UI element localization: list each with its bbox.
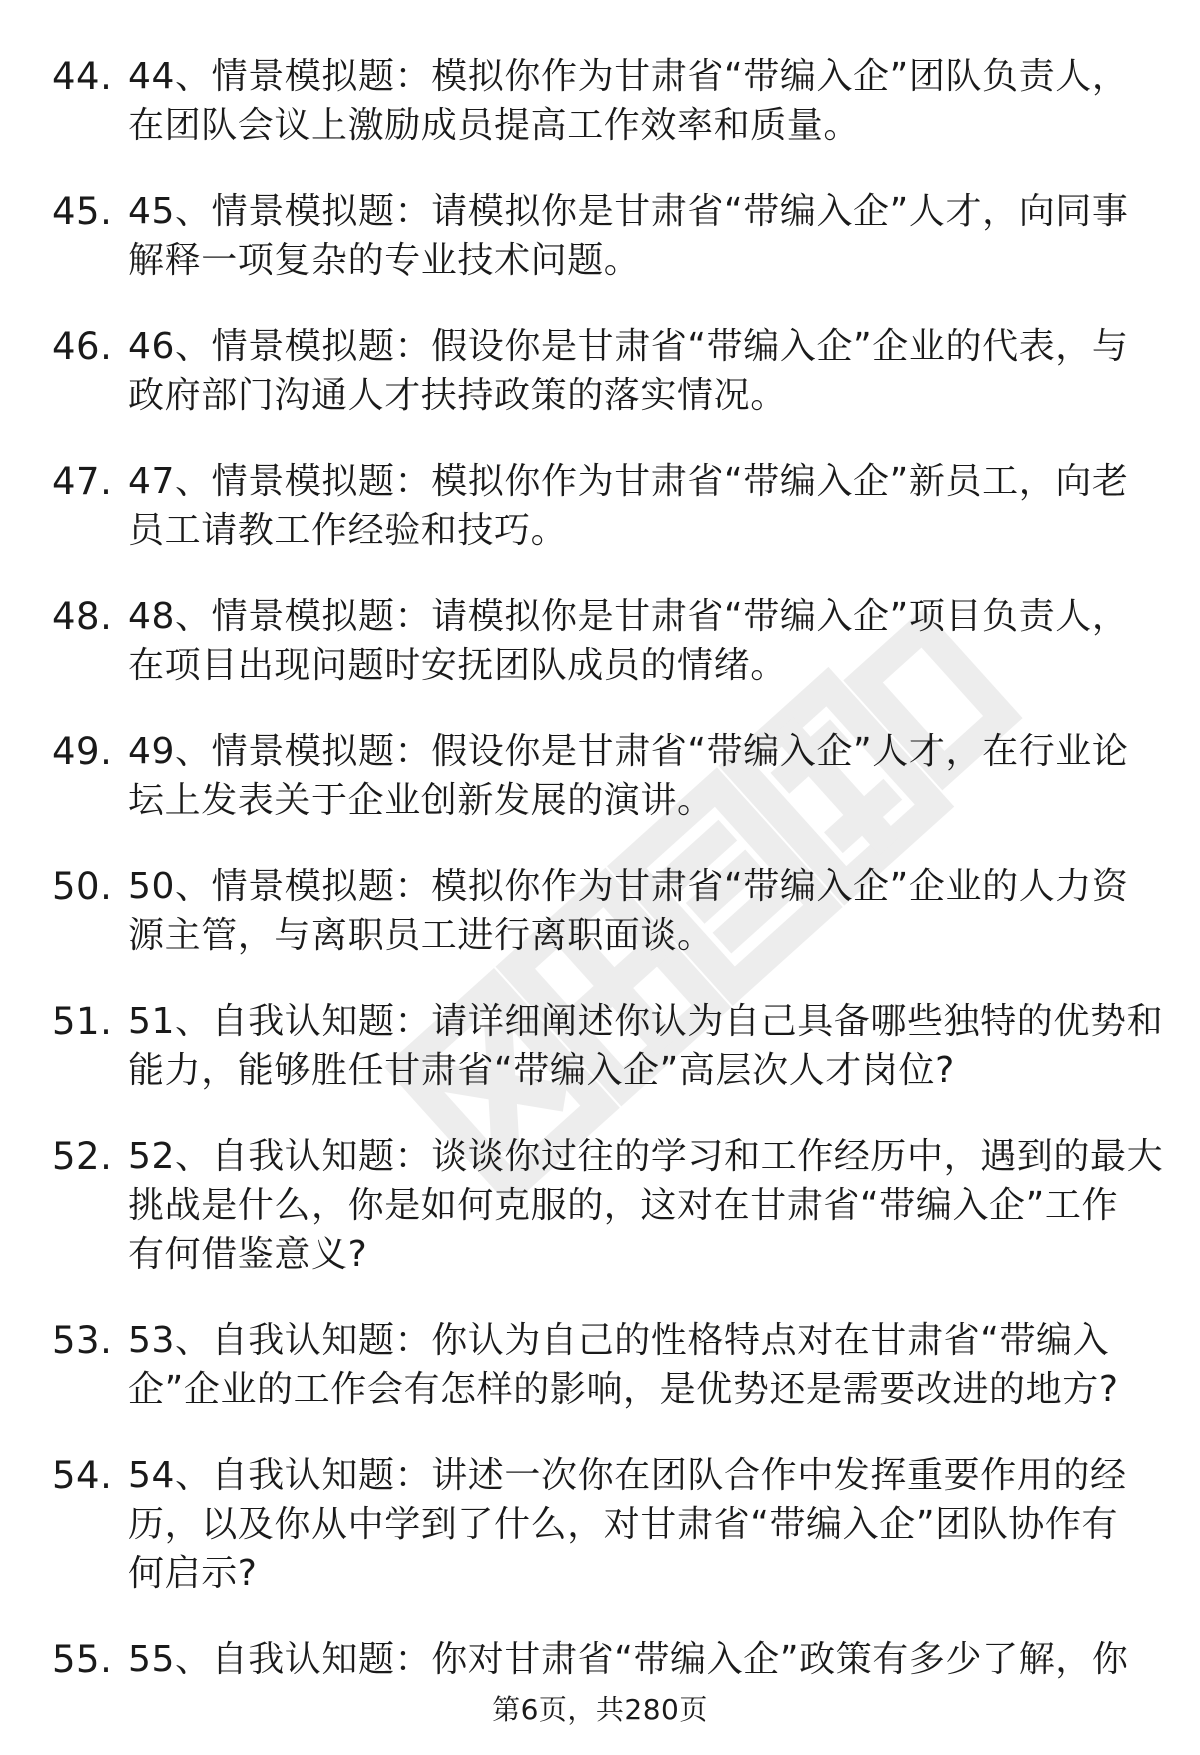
question-text <box>128 52 1143 150</box>
question-line: 员工请教工作经验和技巧。 <box>128 510 568 551</box>
question-line: 有何借鉴意义? <box>128 1234 368 1275</box>
question-line: 52、自我认知题：谈谈你过往的学习和工作经历中，遇到的最大 <box>128 1136 1164 1177</box>
question-item <box>0 1451 1200 1598</box>
question-number: 52. <box>52 1135 113 1178</box>
question-line: 能力，能够胜任甘肃省“带编入企”高层次人才岗位? <box>128 1050 955 1091</box>
question-item <box>0 457 1200 555</box>
question-item <box>0 997 1200 1095</box>
question-text <box>128 592 1143 690</box>
question-line: 源主管，与离职员工进行离职面谈。 <box>128 915 714 956</box>
question-line: 46、情景模拟题：假设你是甘肃省“带编入企”企业的代表，与 <box>128 326 1129 367</box>
question-item <box>0 862 1200 960</box>
question-text <box>128 187 1143 285</box>
question-text <box>128 1451 1143 1598</box>
question-number: 44. <box>52 55 113 98</box>
question-item <box>0 187 1200 285</box>
question-number: 55. <box>52 1638 113 1681</box>
question-item <box>0 1635 1200 1684</box>
question-text <box>128 1635 1143 1684</box>
question-text <box>128 862 1143 960</box>
question-line: 企”企业的工作会有怎样的影响，是优势还是需要改进的地方? <box>128 1369 1119 1410</box>
question-line: 48、情景模拟题：请模拟你是甘肃省“带编入企”项目负责人， <box>128 596 1129 637</box>
question-line: 历，以及你从中学到了什么，对甘肃省“带编入企”团队协作有 <box>128 1504 1119 1545</box>
question-line: 政府部门沟通人才扶持政策的落实情况。 <box>128 375 787 416</box>
question-line: 55、自我认知题：你对甘肃省“带编入企”政策有多少了解，你 <box>128 1639 1129 1680</box>
question-line: 49、情景模拟题：假设你是甘肃省“带编入企”人才，在行业论 <box>128 731 1129 772</box>
question-number: 50. <box>52 865 113 908</box>
question-line: 在项目出现问题时安抚团队成员的情绪。 <box>128 645 787 686</box>
question-number: 49. <box>52 730 113 773</box>
question-text <box>128 997 1164 1095</box>
question-item <box>0 52 1200 150</box>
question-item <box>0 592 1200 690</box>
question-text <box>128 1316 1143 1414</box>
question-line: 挑战是什么，你是如何克服的，这对在甘肃省“带编入企”工作 <box>128 1185 1119 1226</box>
question-line: 何启示? <box>128 1553 258 1594</box>
question-list <box>0 52 1200 1721</box>
question-line: 44、情景模拟题：模拟你作为甘肃省“带编入企”团队负责人， <box>128 56 1129 97</box>
question-line: 54、自我认知题：讲述一次你在团队合作中发挥重要作用的经 <box>128 1455 1127 1496</box>
question-number: 54. <box>52 1454 113 1497</box>
question-number: 47. <box>52 460 113 503</box>
question-line: 45、情景模拟题：请模拟你是甘肃省“带编入企”人才，向同事 <box>128 191 1129 232</box>
question-text <box>128 1132 1164 1279</box>
question-line: 在团队会议上激励成员提高工作效率和质量。 <box>128 105 861 146</box>
question-line: 50、情景模拟题：模拟你作为甘肃省“带编入企”企业的人力资 <box>128 866 1129 907</box>
question-text <box>128 727 1143 825</box>
question-line: 解释一项复杂的专业技术问题。 <box>128 240 641 281</box>
question-number: 51. <box>52 1000 113 1043</box>
question-item <box>0 322 1200 420</box>
question-line: 53、自我认知题：你认为自己的性格特点对在甘肃省“带编入 <box>128 1320 1110 1361</box>
question-item <box>0 1132 1200 1279</box>
question-line: 坛上发表关于企业创新发展的演讲。 <box>128 780 714 821</box>
question-text <box>128 322 1143 420</box>
question-line: 51、自我认知题：请详细阐述你认为自己具备哪些独特的优势和 <box>128 1001 1164 1042</box>
question-number: 48. <box>52 595 113 638</box>
question-line: 47、情景模拟题：模拟你作为甘肃省“带编入企”新员工，向老 <box>128 461 1129 502</box>
page-number-footer: 第6页，共280页 <box>492 1693 708 1726</box>
question-number: 53. <box>52 1319 113 1362</box>
question-item <box>0 1316 1200 1414</box>
question-number: 45. <box>52 190 113 233</box>
question-text <box>128 457 1143 555</box>
question-number: 46. <box>52 325 113 368</box>
question-item <box>0 727 1200 825</box>
